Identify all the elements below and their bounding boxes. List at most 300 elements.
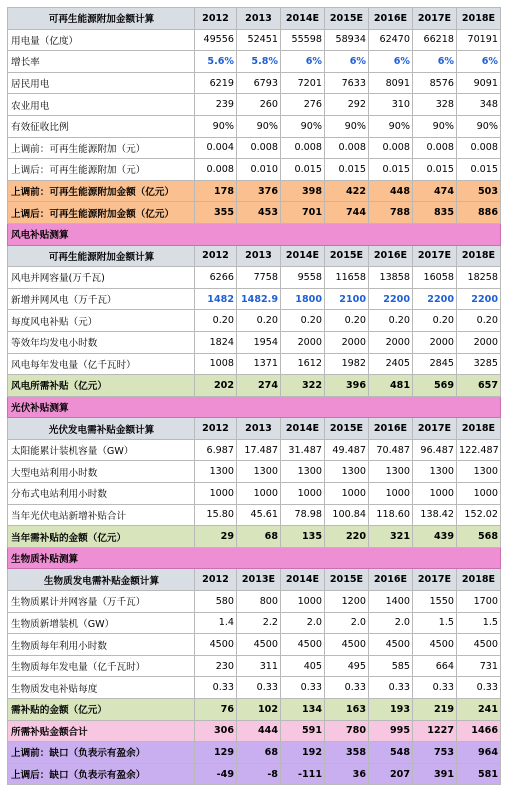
- row-value: 134: [281, 699, 325, 721]
- row-value: 1000: [369, 483, 413, 505]
- row-value: 580: [195, 591, 237, 613]
- row-value: 731: [457, 655, 501, 677]
- row-value: 68: [237, 526, 281, 548]
- row-value: 0.008: [369, 137, 413, 159]
- row-label: 风电并网容量(万千瓦): [8, 267, 195, 289]
- year-header: 2018E: [457, 245, 501, 267]
- row-value: 391: [413, 763, 457, 785]
- row-value: 1300: [281, 461, 325, 483]
- table-row: [8, 612, 501, 634]
- table-row: [8, 267, 501, 289]
- year-header: 2014E: [281, 245, 325, 267]
- year-header: 2015E: [325, 569, 369, 591]
- row-value: 0.20: [281, 310, 325, 332]
- table-row: [8, 504, 501, 526]
- row-label: 分布式电站利用小时数: [8, 483, 195, 505]
- row-value: 0.33: [457, 677, 501, 699]
- row-value: 7633: [325, 72, 369, 94]
- row-value: 2200: [457, 288, 501, 310]
- year-header: 2015E: [325, 418, 369, 440]
- row-value: 396: [325, 375, 369, 397]
- row-label: 上调前：可再生能源附加（元）: [8, 137, 195, 159]
- row-label: 等效年均发电小时数: [8, 331, 195, 353]
- row-value: 0.015: [369, 159, 413, 181]
- row-value: 90%: [237, 115, 281, 137]
- table-row: [8, 461, 501, 483]
- row-value: 78.98: [281, 504, 325, 526]
- row-value: 0.015: [281, 159, 325, 181]
- row-value: 70.487: [369, 439, 413, 461]
- row-value: 1400: [369, 591, 413, 613]
- row-value: 90%: [457, 115, 501, 137]
- row-value: 1000: [413, 483, 457, 505]
- row-value: 6%: [325, 51, 369, 73]
- year-header: 2014E: [281, 569, 325, 591]
- row-value: 0.015: [457, 159, 501, 181]
- row-value: 1.4: [195, 612, 237, 634]
- row-value: 122.487: [457, 439, 501, 461]
- row-value: 548: [369, 742, 413, 764]
- row-value: 4500: [457, 634, 501, 656]
- year-header: 2014E: [281, 418, 325, 440]
- row-value: 0.20: [413, 310, 457, 332]
- row-value: 311: [237, 655, 281, 677]
- row-value: 568: [457, 526, 501, 548]
- row-label: 当年光伏电站新增补贴合计: [8, 504, 195, 526]
- row-value: 701: [281, 202, 325, 224]
- row-value: 4500: [281, 634, 325, 656]
- row-value: 800: [237, 591, 281, 613]
- row-value: 322: [281, 375, 325, 397]
- row-value: 70191: [457, 29, 501, 51]
- row-value: 585: [369, 655, 413, 677]
- row-label: 所需补贴金额合计: [8, 720, 195, 742]
- row-value: 8576: [413, 72, 457, 94]
- row-value: 306: [195, 720, 237, 742]
- row-value: 886: [457, 202, 501, 224]
- row-value: -49: [195, 763, 237, 785]
- table-row: [8, 202, 501, 224]
- row-label: 需补贴的金额（亿元）: [8, 699, 195, 721]
- row-value: 45.61: [237, 504, 281, 526]
- row-label: 农业用电: [8, 94, 195, 116]
- year-header: 2016E: [369, 8, 413, 30]
- row-value: 1800: [281, 288, 325, 310]
- row-value: 2.2: [237, 612, 281, 634]
- row-label: 有效征收比例: [8, 115, 195, 137]
- row-value: 178: [195, 180, 237, 202]
- row-label: 新增并网风电（万千瓦）: [8, 288, 195, 310]
- row-value: 1300: [457, 461, 501, 483]
- row-value: 163: [325, 699, 369, 721]
- row-value: 1300: [325, 461, 369, 483]
- row-value: 8091: [369, 72, 413, 94]
- row-value: -111: [281, 763, 325, 785]
- table-row: [8, 655, 501, 677]
- year-header: 2015E: [325, 8, 369, 30]
- row-value: 31.487: [281, 439, 325, 461]
- row-value: 2000: [369, 331, 413, 353]
- row-value: 1000: [457, 483, 501, 505]
- row-value: 1982: [325, 353, 369, 375]
- row-value: 2.0: [325, 612, 369, 634]
- row-value: 220: [325, 526, 369, 548]
- row-label: 上调前：缺口（负表示有盈余）: [8, 742, 195, 764]
- row-value: 0.008: [237, 137, 281, 159]
- row-label: 居民用电: [8, 72, 195, 94]
- row-value: 591: [281, 720, 325, 742]
- row-value: 321: [369, 526, 413, 548]
- row-value: 260: [237, 94, 281, 116]
- row-value: 348: [457, 94, 501, 116]
- row-value: 0.33: [195, 677, 237, 699]
- row-value: 358: [325, 742, 369, 764]
- table-row: [8, 72, 501, 94]
- row-value: 0.20: [195, 310, 237, 332]
- row-value: 481: [369, 375, 413, 397]
- row-value: 0.008: [413, 137, 457, 159]
- row-value: 453: [237, 202, 281, 224]
- row-value: 995: [369, 720, 413, 742]
- row-value: 1000: [281, 483, 325, 505]
- header-row: [8, 569, 501, 591]
- row-value: 1.5: [457, 612, 501, 634]
- row-value: 207: [369, 763, 413, 785]
- row-value: 1466: [457, 720, 501, 742]
- row-value: 6%: [413, 51, 457, 73]
- row-value: 1550: [413, 591, 457, 613]
- row-value: 1.5: [413, 612, 457, 634]
- row-label: 风电所需补贴（亿元）: [8, 375, 195, 397]
- table-row: [8, 483, 501, 505]
- row-value: 29: [195, 526, 237, 548]
- row-value: 355: [195, 202, 237, 224]
- row-value: 1200: [325, 591, 369, 613]
- row-value: 13858: [369, 267, 413, 289]
- row-label: 生物质发电补贴每度: [8, 677, 195, 699]
- row-value: 581: [457, 763, 501, 785]
- row-label: 风电每年发电量（亿千瓦时）: [8, 353, 195, 375]
- table-row: [8, 137, 501, 159]
- row-value: -8: [237, 763, 281, 785]
- row-value: 11658: [325, 267, 369, 289]
- row-value: 2.0: [281, 612, 325, 634]
- table-row: [8, 353, 501, 375]
- year-header: 2018E: [457, 569, 501, 591]
- section-title: 光伏补贴测算: [8, 396, 501, 418]
- row-value: 1371: [237, 353, 281, 375]
- year-header: 2016E: [369, 418, 413, 440]
- row-label: 上调后：可再生能源附加金额（亿元）: [8, 202, 195, 224]
- row-value: 90%: [281, 115, 325, 137]
- year-header: 2013: [237, 245, 281, 267]
- table-row: [8, 159, 501, 181]
- row-value: 405: [281, 655, 325, 677]
- row-label: 上调后：缺口（负表示有盈余）: [8, 763, 195, 785]
- header-row: [8, 8, 501, 30]
- year-header: 2012: [195, 245, 237, 267]
- row-label: 增长率: [8, 51, 195, 73]
- row-value: 376: [237, 180, 281, 202]
- row-value: 310: [369, 94, 413, 116]
- section-title-row: [8, 396, 501, 418]
- row-label: 上调后：可再生能源附加（元）: [8, 159, 195, 181]
- row-label: 每度风电补贴（元）: [8, 310, 195, 332]
- year-header: 2012: [195, 8, 237, 30]
- row-value: 1000: [195, 483, 237, 505]
- row-value: 2000: [325, 331, 369, 353]
- row-value: 2.0: [369, 612, 413, 634]
- row-value: 398: [281, 180, 325, 202]
- row-value: 192: [281, 742, 325, 764]
- row-label: 生物质新增装机（GW）: [8, 612, 195, 634]
- row-value: 96.487: [413, 439, 457, 461]
- row-value: 0.20: [325, 310, 369, 332]
- row-value: 503: [457, 180, 501, 202]
- row-value: 49.487: [325, 439, 369, 461]
- row-value: 6793: [237, 72, 281, 94]
- table-row: [8, 29, 501, 51]
- year-header: 2013E: [237, 569, 281, 591]
- row-value: 0.008: [457, 137, 501, 159]
- row-value: 202: [195, 375, 237, 397]
- row-value: 328: [413, 94, 457, 116]
- row-value: 276: [281, 94, 325, 116]
- row-value: 292: [325, 94, 369, 116]
- row-value: 52451: [237, 29, 281, 51]
- row-value: 448: [369, 180, 413, 202]
- row-value: 5.6%: [195, 51, 237, 73]
- table-row: [8, 763, 501, 785]
- row-value: 6266: [195, 267, 237, 289]
- row-label: 生物质累计并网容量（万千瓦）: [8, 591, 195, 613]
- section-title-row: [8, 547, 501, 569]
- section-title: 生物质补贴测算: [8, 547, 501, 569]
- row-value: 90%: [195, 115, 237, 137]
- table-row: [8, 742, 501, 764]
- row-label: 当年需补贴的金额（亿元）: [8, 526, 195, 548]
- row-value: 7201: [281, 72, 325, 94]
- table-row: [8, 634, 501, 656]
- year-header: 2013: [237, 418, 281, 440]
- row-label: 太阳能累计装机容量（GW）: [8, 439, 195, 461]
- table-row: [8, 439, 501, 461]
- row-value: 17.487: [237, 439, 281, 461]
- row-value: 569: [413, 375, 457, 397]
- row-value: 219: [413, 699, 457, 721]
- row-value: 58934: [325, 29, 369, 51]
- row-value: 0.008: [195, 159, 237, 181]
- row-value: 1300: [237, 461, 281, 483]
- row-value: 0.33: [325, 677, 369, 699]
- section-title-row: [8, 223, 501, 245]
- row-value: 0.008: [325, 137, 369, 159]
- row-value: 0.33: [369, 677, 413, 699]
- row-value: 744: [325, 202, 369, 224]
- row-value: 0.20: [457, 310, 501, 332]
- table-row: [8, 180, 501, 202]
- row-value: 2845: [413, 353, 457, 375]
- row-value: 780: [325, 720, 369, 742]
- table-row: [8, 677, 501, 699]
- row-value: 18258: [457, 267, 501, 289]
- row-value: 152.02: [457, 504, 501, 526]
- header-label: 可再生能源附加金额计算: [8, 8, 195, 30]
- row-value: 664: [413, 655, 457, 677]
- row-value: 49556: [195, 29, 237, 51]
- row-value: 6%: [457, 51, 501, 73]
- table-row: [8, 591, 501, 613]
- row-value: 7758: [237, 267, 281, 289]
- row-value: 193: [369, 699, 413, 721]
- row-value: 835: [413, 202, 457, 224]
- row-label: 上调前：可再生能源附加金额（亿元）: [8, 180, 195, 202]
- row-value: 230: [195, 655, 237, 677]
- row-value: 495: [325, 655, 369, 677]
- row-value: 444: [237, 720, 281, 742]
- header-row: [8, 245, 501, 267]
- row-value: 102: [237, 699, 281, 721]
- row-value: 753: [413, 742, 457, 764]
- table-row: [8, 94, 501, 116]
- row-value: 1482.9: [237, 288, 281, 310]
- row-value: 2000: [281, 331, 325, 353]
- row-value: 2100: [325, 288, 369, 310]
- row-value: 138.42: [413, 504, 457, 526]
- row-value: 0.015: [413, 159, 457, 181]
- section-title: 风电补贴测算: [8, 223, 501, 245]
- row-value: 1824: [195, 331, 237, 353]
- row-value: 135: [281, 526, 325, 548]
- row-value: 657: [457, 375, 501, 397]
- table-row: [8, 310, 501, 332]
- row-value: 274: [237, 375, 281, 397]
- row-value: 90%: [413, 115, 457, 137]
- row-value: 62470: [369, 29, 413, 51]
- row-label: 用电量（亿度）: [8, 29, 195, 51]
- row-value: 0.008: [281, 137, 325, 159]
- row-value: 1482: [195, 288, 237, 310]
- row-value: 1227: [413, 720, 457, 742]
- year-header: 2013: [237, 8, 281, 30]
- header-row: [8, 418, 501, 440]
- row-label: 大型电站利用小时数: [8, 461, 195, 483]
- row-value: 2405: [369, 353, 413, 375]
- year-header: 2012: [195, 569, 237, 591]
- header-label: 可再生能源附加金额计算: [8, 245, 195, 267]
- row-value: 129: [195, 742, 237, 764]
- row-value: 9558: [281, 267, 325, 289]
- row-value: 36: [325, 763, 369, 785]
- row-value: 1612: [281, 353, 325, 375]
- year-header: 2014E: [281, 8, 325, 30]
- row-value: 1008: [195, 353, 237, 375]
- table-row: [8, 331, 501, 353]
- row-value: 439: [413, 526, 457, 548]
- row-value: 2000: [413, 331, 457, 353]
- year-header: 2017E: [413, 418, 457, 440]
- row-value: 66218: [413, 29, 457, 51]
- row-value: 4500: [325, 634, 369, 656]
- row-value: 241: [457, 699, 501, 721]
- table-row: [8, 526, 501, 548]
- table-row: [8, 720, 501, 742]
- year-header: 2016E: [369, 245, 413, 267]
- row-value: 6%: [369, 51, 413, 73]
- row-value: 0.20: [237, 310, 281, 332]
- row-value: 9091: [457, 72, 501, 94]
- table-row: [8, 699, 501, 721]
- row-value: 0.33: [413, 677, 457, 699]
- row-value: 2000: [457, 331, 501, 353]
- table-row: [8, 115, 501, 137]
- row-value: 2200: [369, 288, 413, 310]
- row-value: 0.33: [237, 677, 281, 699]
- row-value: 4500: [237, 634, 281, 656]
- row-value: 76: [195, 699, 237, 721]
- row-value: 1000: [237, 483, 281, 505]
- row-value: 68: [237, 742, 281, 764]
- year-header: 2018E: [457, 418, 501, 440]
- row-value: 90%: [325, 115, 369, 137]
- row-value: 0.20: [369, 310, 413, 332]
- row-value: 0.33: [281, 677, 325, 699]
- row-value: 6%: [281, 51, 325, 73]
- row-value: 4500: [413, 634, 457, 656]
- header-label: 生物质发电需补贴金额计算: [8, 569, 195, 591]
- year-header: 2017E: [413, 569, 457, 591]
- row-value: 0.015: [325, 159, 369, 181]
- row-value: 6219: [195, 72, 237, 94]
- year-header: 2017E: [413, 8, 457, 30]
- row-value: 0.004: [195, 137, 237, 159]
- row-value: 118.60: [369, 504, 413, 526]
- row-value: 0.010: [237, 159, 281, 181]
- row-value: 1000: [325, 483, 369, 505]
- row-value: 16058: [413, 267, 457, 289]
- table-row: [8, 375, 501, 397]
- table-row: [8, 51, 501, 73]
- row-value: 55598: [281, 29, 325, 51]
- row-value: 1000: [281, 591, 325, 613]
- row-value: 1300: [369, 461, 413, 483]
- year-header: 2015E: [325, 245, 369, 267]
- row-value: 5.8%: [237, 51, 281, 73]
- year-header: 2017E: [413, 245, 457, 267]
- row-value: 4500: [195, 634, 237, 656]
- row-value: 2200: [413, 288, 457, 310]
- year-header: 2016E: [369, 569, 413, 591]
- row-label: 生物质每年发电量（亿千瓦时）: [8, 655, 195, 677]
- row-value: 1700: [457, 591, 501, 613]
- row-value: 422: [325, 180, 369, 202]
- row-value: 90%: [369, 115, 413, 137]
- row-value: 15.80: [195, 504, 237, 526]
- row-value: 1300: [413, 461, 457, 483]
- row-value: 100.84: [325, 504, 369, 526]
- row-value: 6.987: [195, 439, 237, 461]
- row-value: 1300: [195, 461, 237, 483]
- row-value: 1954: [237, 331, 281, 353]
- row-value: 474: [413, 180, 457, 202]
- year-header: 2018E: [457, 8, 501, 30]
- year-header: 2012: [195, 418, 237, 440]
- table-row: [8, 288, 501, 310]
- subsidy-calculation-table: [7, 7, 501, 785]
- row-value: 3285: [457, 353, 501, 375]
- row-label: 生物质每年利用小时数: [8, 634, 195, 656]
- row-value: 964: [457, 742, 501, 764]
